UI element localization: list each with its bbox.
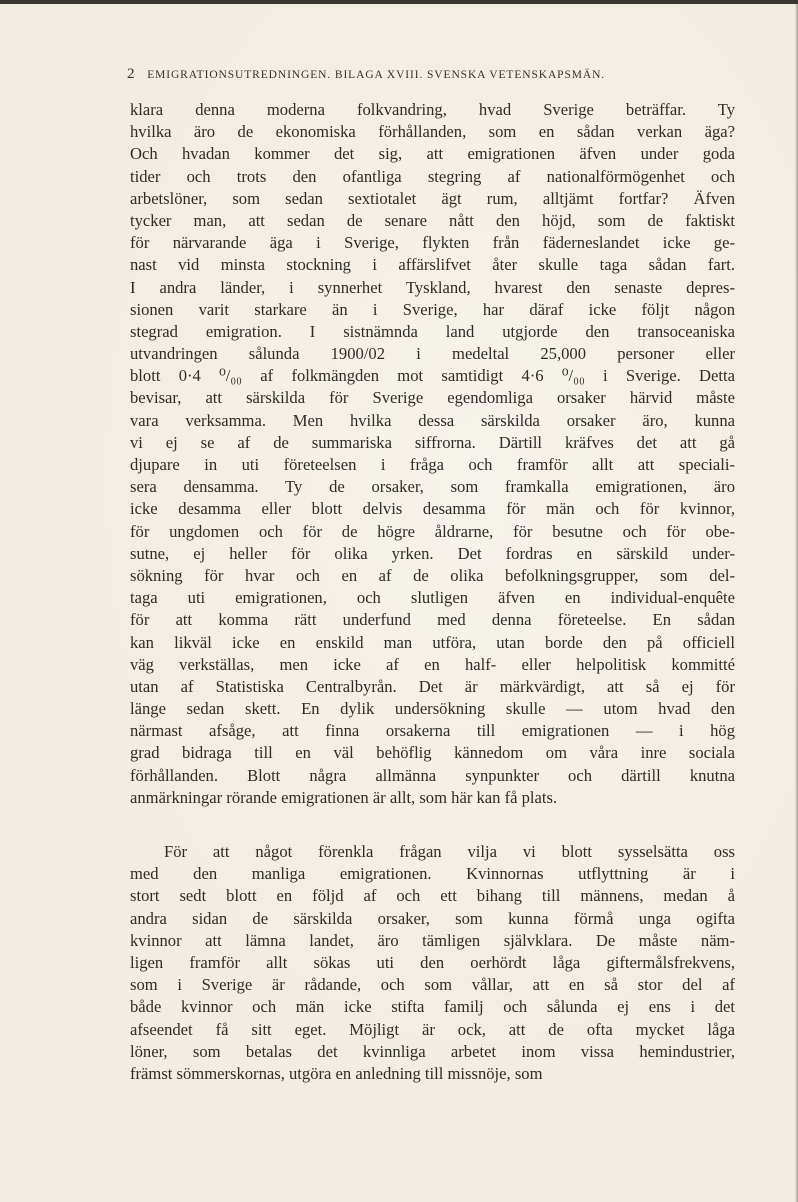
text-line: bevisar, att särskilda för Sverige egendomliga orsaker härvid måste — [130, 388, 735, 408]
text-line: För att något förenkla frågan vilja vi blott sysselsätta oss — [164, 842, 735, 861]
text-line: blott 0·4 ⁰/₀₀ af folkmängden mot samtidigt 4·6 ⁰/₀₀ i Sverige. Detta — [130, 366, 735, 386]
text-line: stort sedt blott en följd af och ett bihang till männens, medan å — [130, 886, 735, 906]
text-line: djupare in uti företeelsen i fråga och framför allt att speciali- — [130, 455, 735, 474]
text-line: I andra länder, i synnerhet Tyskland, hvarest den senaste depres- — [130, 277, 735, 297]
text-line: med den manliga emigrationen. Kvinnornas utflyttning är i — [130, 864, 735, 884]
text-line: kvinnor att lämna landet, äro tämligen självklara. De måste näm- — [130, 930, 735, 950]
text-line: anmärkningar rörande emigrationen är allt, som här kan få plats. — [130, 787, 558, 807]
text-line: stegrad emigration. I sistnämnda land utgjorde den transoceaniska — [130, 321, 735, 341]
page-number: 2 — [127, 66, 136, 82]
text-line: närmast afsåge, att finna orsakerna till emigrationen — i hög — [130, 721, 735, 741]
text-line: förhållanden. Blott några allmänna synpunkter och därtill knutna — [130, 765, 735, 785]
text-line: främst sömmerskornas, utgöra en anledning till missnöje, som — [130, 1063, 543, 1083]
text-line: utvandringen sålunda 1900/02 i medeltal 25,000 personer eller — [130, 344, 735, 364]
text-line: sera densamma. Ty de orsaker, som framkalla emigrationen, äro — [130, 477, 735, 497]
text-line: sionen varit starkare än i Sverige, har däraf icke följt någon — [130, 299, 735, 319]
text-line: vi ej se af de summariska siffrorna. Därtill kräfves det att gå — [130, 432, 735, 452]
text-line: klara denna moderna folkvandring, hvad Sverige beträffar. Ty — [130, 100, 735, 119]
text-line: som i Sverige är rådande, och som vållar, att en så stor del af — [130, 975, 735, 995]
text-line: väg verkställas, men icke af en half- eller helpolitisk kommitté — [130, 654, 735, 674]
text-line: hvilka äro de ekonomiska förhållanden, som en sådan verkan äga? — [130, 122, 735, 142]
text-line: tider och trots den ofantliga stegring af nationalförmögenhet och — [130, 166, 735, 186]
running-header — [127, 66, 739, 84]
text-line: afseendet få sitt eget. Möjligt är ock, att de ofta mycket låga — [130, 1019, 735, 1039]
text-line: sökning för hvar och en af de olika befolkningsgrupper, som del- — [130, 565, 735, 585]
text-line: både kvinnor och män icke stifta familj och sålunda ej ens i det — [130, 997, 735, 1017]
text-line: för att komma rätt underfund med denna företeelse. En sådan — [130, 610, 735, 630]
paragraph-2 — [130, 841, 735, 1085]
text-line: Och hvadan kommer det sig, att emigrationen äfven under goda — [130, 144, 735, 164]
text-line: tycker man, att sedan de senare nått den höjd, som de faktiskt — [130, 210, 735, 230]
paragraph-1 — [130, 99, 735, 809]
text-line: arbetslöner, som sedan sextiotalet ägt rum, alltjämt fortfar? Äfven — [130, 188, 735, 208]
text-line: för närvarande äga i Sverige, flykten från fäderneslandet icke ge- — [130, 233, 735, 253]
text-line: länge sedan skett. En dylik undersökning skulle — utom hvad den — [130, 699, 735, 719]
text-line: grad bidraga till en väl behöflig kännedom om våra inre sociala — [130, 743, 735, 763]
text-line: icke desamma eller blott delvis desamma för män och för kvinnor, — [130, 499, 735, 519]
text-line: ligen framför allt sökas uti den oerhördt låga giftermålsfrekvens, — [130, 952, 735, 972]
text-line: löner, som betalas det kvinnliga arbetet inom vissa hemindustrier, — [130, 1041, 735, 1061]
text-line: taga uti emigrationen, och slutligen äfven en individual-enquête — [130, 588, 735, 608]
text-line: andra sidan de särskilda orsaker, som kunna förmå unga ogifta — [130, 908, 735, 928]
text-line: nast vid minsta stockning i affärslifvet åter skulle taga sådan fart. — [130, 255, 735, 275]
text-line: för ungdomen och för de högre åldrarne, för besutne och för obe- — [130, 521, 735, 541]
text-line: vara verksamma. Men hvilka dessa särskilda orsaker äro, kunna — [130, 410, 735, 430]
text-line: sutne, ej heller för olika yrken. Det fordras en särskild under- — [130, 543, 735, 563]
text-line: kan likväl icke en enskild man utföra, utan borde den på officiell — [130, 632, 735, 652]
top-border-rule — [0, 0, 798, 4]
running-title: EMIGRATIONSUTREDNINGEN. BILAGA XVIII. SVENSKA VETENSKAPSMÄN. — [147, 69, 606, 81]
text-line: utan af Statistiska Centralbyrån. Det är märkvärdigt, att så ej för — [130, 676, 735, 696]
